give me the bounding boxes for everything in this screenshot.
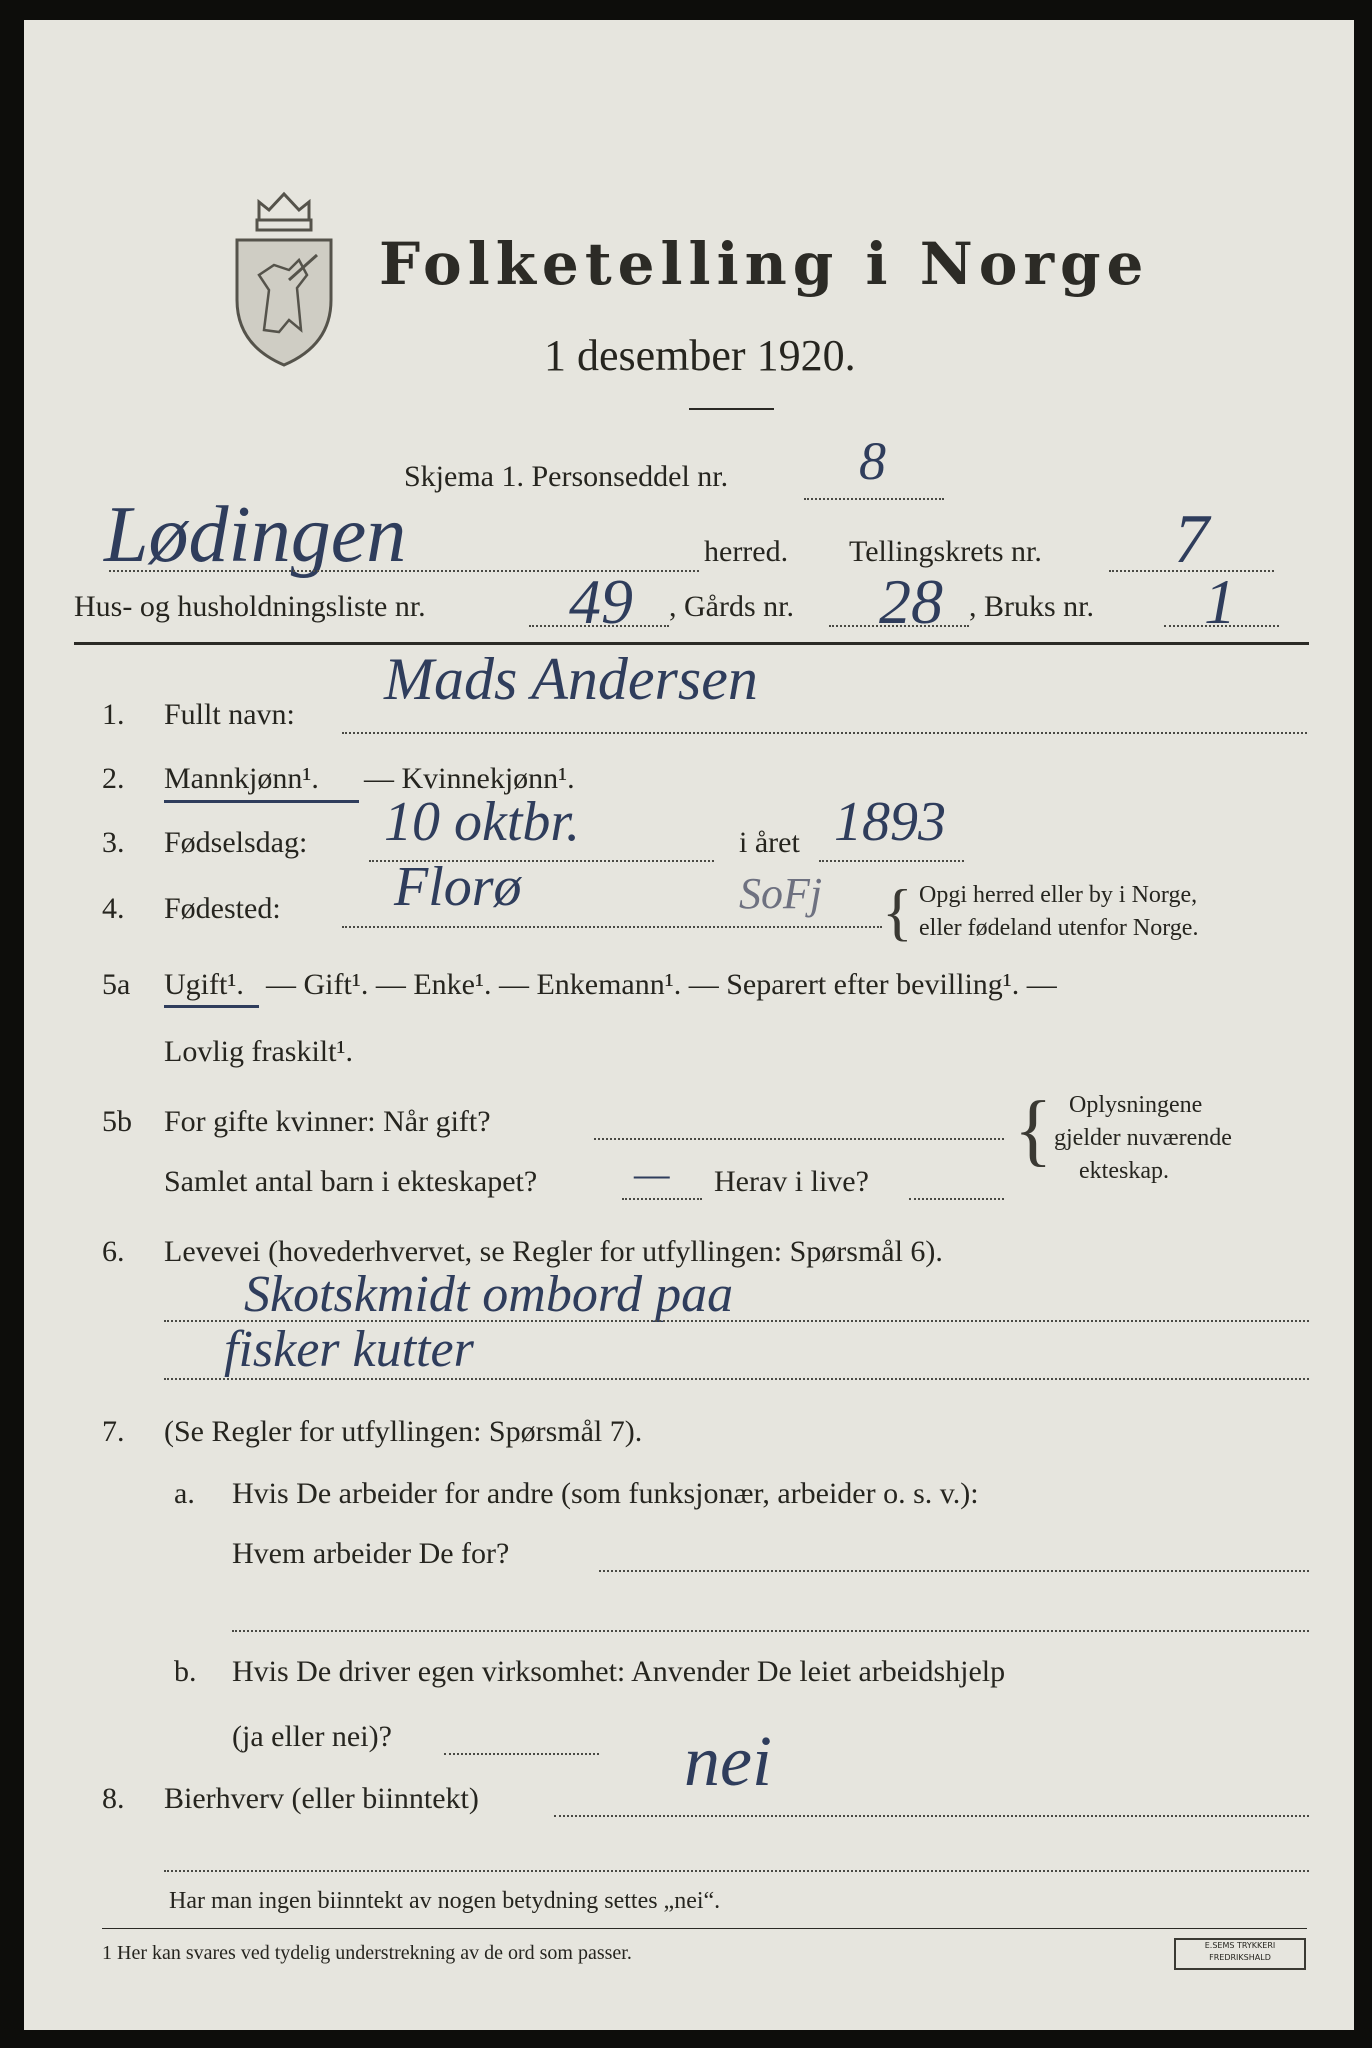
q4-brace: { <box>882 876 913 947</box>
q7-label: (Se Regler for utfyllingen: Spørsmål 7). <box>164 1415 643 1448</box>
married-date-field[interactable] <box>594 1138 1004 1140</box>
employer-field-2[interactable] <box>232 1630 1309 1632</box>
full-name-field[interactable] <box>342 732 1307 734</box>
bruks-label: , Bruks nr. <box>969 590 1095 623</box>
q7a-label: Hvis De arbeider for andre (som funksjonær, arbeider o. s. v.): <box>232 1477 979 1510</box>
printer-stamp: E.SEMS TRYKKERI FREDRIKSHALD <box>1174 1938 1306 1970</box>
census-form <box>24 20 1354 2030</box>
q8-number: 8. <box>102 1782 125 1815</box>
herred-label: herred. <box>704 535 789 568</box>
q5b-number: 5b <box>102 1105 132 1138</box>
birthplace-field[interactable] <box>342 926 882 928</box>
coat-of-arms-icon <box>229 180 339 370</box>
birthyear-value: 1893 <box>834 791 946 853</box>
q1-number: 1. <box>102 698 125 731</box>
side-income-value: nei <box>684 1721 772 1801</box>
birthplace-value: Florø <box>394 856 522 918</box>
birthday-value: 10 oktbr. <box>384 791 580 853</box>
employer-field-1[interactable] <box>599 1570 1309 1572</box>
q2-number: 2. <box>102 762 125 795</box>
q4-note-1: Opgi herred eller by i Norge, <box>919 882 1198 908</box>
title-divider <box>689 408 774 410</box>
q5a-ugift-underline <box>164 1005 259 1008</box>
q1-label: Fullt navn: <box>164 698 295 731</box>
children-value: — <box>634 1151 670 1196</box>
q4-note-2: eller fødeland utenfor Norge. <box>919 915 1199 941</box>
q2-mann-option[interactable]: Mannkjønn¹. <box>164 762 319 795</box>
q7a-question: Hvem arbeider De for? <box>232 1537 510 1570</box>
form-title: Folketelling i Norge <box>379 230 1150 298</box>
q5a-other-options[interactable]: — Gift¹. — Enke¹. — Enkemann¹. — Separert efter bevilling¹. — <box>266 968 1057 1001</box>
q5b-label: For gifte kvinner: Når gift? <box>164 1105 491 1138</box>
occupation-value-2: fisker kutter <box>224 1321 474 1378</box>
q4-number: 4. <box>102 892 125 925</box>
husliste-value: 49 <box>569 566 633 637</box>
q5b-note-3: ekteskap. <box>1079 1158 1169 1184</box>
footnote: 1 Her kan svares ved tydelig understrekning av de ord som passer. <box>102 1942 632 1964</box>
q3-number: 3. <box>102 826 125 859</box>
side-income-field[interactable] <box>554 1815 1309 1817</box>
personseddel-value: 8 <box>859 431 886 491</box>
alive-label: Herav i live? <box>714 1165 869 1198</box>
occupation-field-2[interactable] <box>164 1378 1309 1380</box>
q6-label: Levevei (hovederhvervet, se Regler for utfyllingen: Spørsmål 6). <box>164 1235 943 1268</box>
q5b-note-2: gjelder nuværende <box>1054 1125 1232 1151</box>
q2-kvinne-option[interactable]: — Kvinnekjønn¹. <box>364 762 575 795</box>
herred-value: Lødingen <box>104 491 407 579</box>
full-name-value: Mads Andersen <box>384 646 758 712</box>
occupation-value-1: Skotskmidt ombord paa <box>244 1266 734 1323</box>
tellingskrets-value: 7 <box>1174 501 1209 578</box>
q3-label: Fødselsdag: <box>164 826 308 859</box>
aret-label: i året <box>739 826 800 859</box>
personseddel-field[interactable] <box>804 498 944 500</box>
q5a-fraskilt-option[interactable]: Lovlig fraskilt¹. <box>164 1035 353 1068</box>
q4-label: Fødested: <box>164 892 281 925</box>
q6-number: 6. <box>102 1235 125 1268</box>
gards-value: 28 <box>879 566 943 637</box>
skjema-label: Skjema 1. Personseddel nr. <box>404 460 729 493</box>
birthyear-field[interactable] <box>819 860 964 862</box>
q5a-number: 5a <box>102 968 131 1001</box>
q5b-note-1: Oplysningene <box>1069 1092 1203 1118</box>
gards-label: , Gårds nr. <box>669 590 794 623</box>
form-date: 1 desember 1920. <box>544 331 856 380</box>
footer-note: Har man ingen biinntekt av nogen betydning settes „nei“. <box>169 1888 721 1914</box>
hired-help-field[interactable] <box>444 1753 599 1755</box>
q2-mann-underline <box>164 800 359 803</box>
q5a-ugift-option[interactable]: Ugift¹. <box>164 968 244 1001</box>
birthplace-annotation: SoFj <box>739 869 823 918</box>
q5b-brace: { <box>1014 1086 1053 1174</box>
footer-rule <box>102 1928 1307 1929</box>
q7b-question: (ja eller nei)? <box>232 1720 392 1753</box>
q7b-label: Hvis De driver egen virksomhet: Anvender De leiet arbeidshjelp <box>232 1655 1006 1688</box>
q7a-letter: a. <box>174 1477 195 1510</box>
tellingskrets-label: Tellingskrets nr. <box>849 535 1042 568</box>
children-label: Samlet antal barn i ekteskapet? <box>164 1165 538 1198</box>
q7-number: 7. <box>102 1415 125 1448</box>
side-income-field-2[interactable] <box>164 1870 1309 1872</box>
q8-label: Bierhverv (eller biinntekt) <box>164 1782 479 1815</box>
husliste-label: Hus- og husholdningsliste nr. <box>74 590 426 623</box>
children-field[interactable] <box>622 1198 702 1200</box>
bruks-value: 1 <box>1204 566 1236 637</box>
q7b-letter: b. <box>174 1655 197 1688</box>
alive-field[interactable] <box>909 1198 1004 1200</box>
